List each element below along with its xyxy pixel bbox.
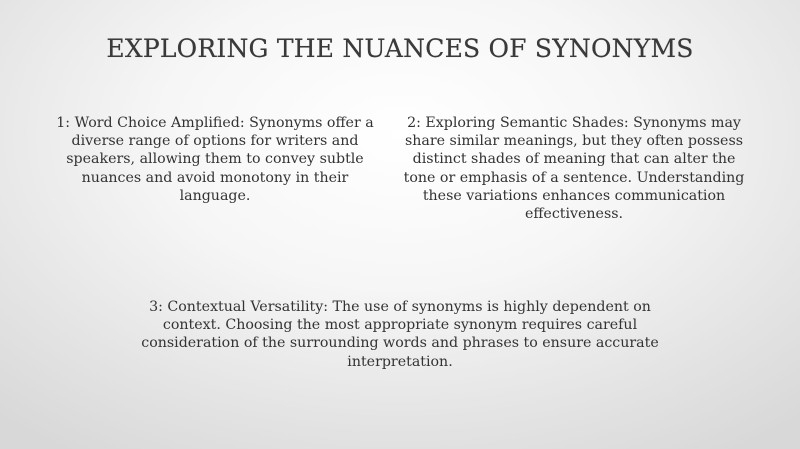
- point-semantic-shades: 2: Exploring Semantic Shades: Synonyms may share similar meanings, but they often possess distinct shades of meaning that can alter the tone or emphasis of a sentence. Understanding these variations enhances communication effectiveness.: [403, 115, 745, 223]
- point-contextual-versatility: 3: Contextual Versatility: The use of synonyms is highly dependent on context. Choosing the most appropriate synonym requires careful consideration of the surrounding words and phrases to ensure accurate interpretation.: [141, 299, 659, 370]
- slide-title: EXPLORING THE NUANCES OF SYNONYMS: [106, 34, 694, 63]
- point-word-choice: 1: Word Choice Amplified: Synonyms offer a diverse range of options for writers and speakers, allowing them to convey subtle nuances and avoid monotony in their language.: [56, 115, 374, 204]
